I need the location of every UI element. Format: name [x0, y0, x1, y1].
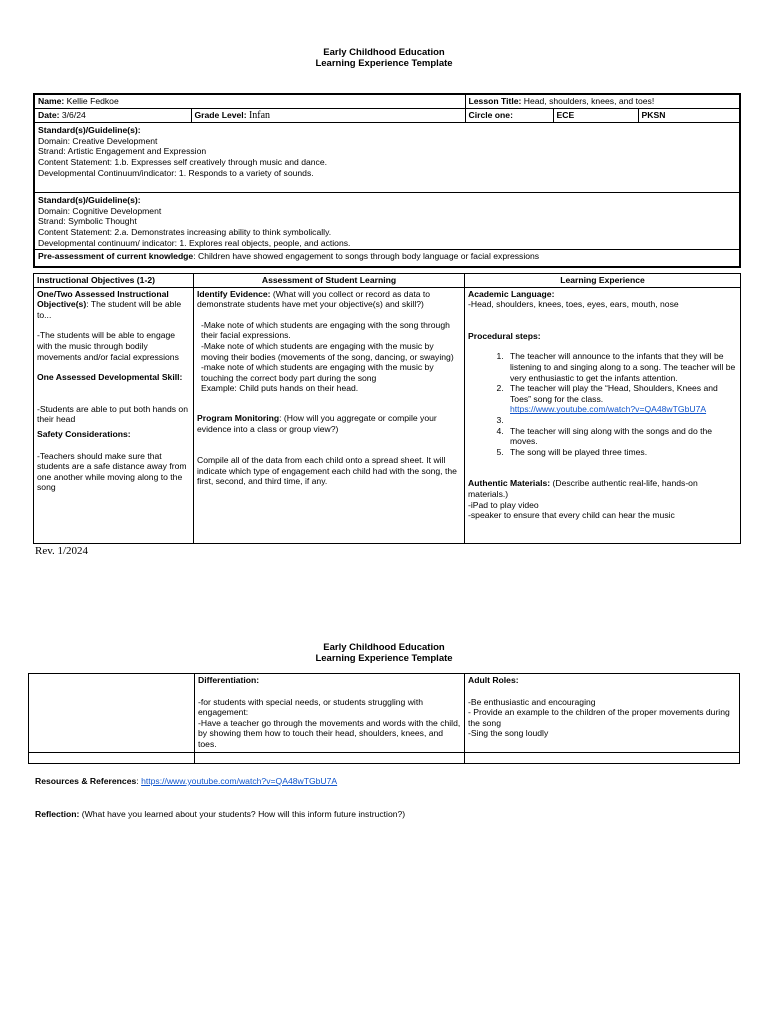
- adult-role-3: -Sing the song loudly: [468, 728, 549, 739]
- date-cell: [34, 108, 191, 123]
- procedural-step-2: [506, 383, 737, 415]
- circle-one-label: Circle one:: [468, 109, 513, 120]
- circle-option-ece-label: ECE: [556, 109, 575, 120]
- standard-1-domain: Domain: Creative Development: [38, 135, 158, 146]
- monitoring-prompt: : (How will you aggregate or compile your evidence into a class or group view?): [197, 412, 437, 434]
- empty-cell: [29, 674, 195, 753]
- lesson-title-cell: [465, 94, 740, 108]
- circle-option-pksn-label: PKSN: [641, 109, 666, 120]
- procedural-steps-list: [468, 351, 737, 457]
- procedural-step-5: 5. The song will be played three times.: [506, 447, 737, 458]
- differentiation-cell: [195, 674, 465, 753]
- standard-1-heading: Standard(s)/Guideline(s):: [38, 125, 141, 136]
- circle-option-ece[interactable]: [553, 108, 638, 123]
- name-label: Name:: [38, 96, 65, 106]
- reflection-line: [35, 809, 405, 819]
- procedural-step-2-text: The teacher will play the “Head, Shoulders, Knees and Toes” song for the class.: [510, 383, 718, 404]
- lesson-title-value: Head, shoulders, knees, and toes!: [523, 96, 655, 106]
- grade-level-label: Grade Level:: [194, 109, 247, 120]
- standard-2-continuum: Developmental continuum/ indicator: 1. Explores real objects, people, and actions.: [38, 237, 351, 248]
- differentiation-heading: Differentiation:: [198, 675, 260, 685]
- assessment-header-label: Assessment of Student Learning: [261, 275, 397, 285]
- lesson-title-label: Lesson Title:: [468, 96, 522, 106]
- differentiation-table: [28, 673, 740, 764]
- reflection-prompt: (What have you learned about your students? How will this inform future instruction?): [79, 809, 406, 819]
- standard-2-strand: Strand: Symbolic Thought: [38, 216, 137, 227]
- authentic-material-2: -speaker to ensure that every child can hear the music: [468, 510, 675, 521]
- procedural-steps-heading: Procedural steps:: [468, 330, 541, 341]
- assessment-cell: [194, 287, 465, 543]
- objectives-cell: [34, 287, 194, 543]
- objective-heading: One/Two Assessed Instructional Objective(s): [37, 288, 169, 310]
- standard-1-continuum: Developmental Continuum/indicator: 1. Responds to a variety of sounds.: [38, 167, 314, 178]
- resources-colon: :: [136, 776, 142, 786]
- evidence-prompt: (What will you collect or record as data to demonstrate students have met your objective(s) and skill?): [197, 288, 431, 310]
- evidence-item-1: -Make note of which students are engaging with the song through their facial expressions.: [201, 319, 450, 341]
- procedural-step-3: [506, 415, 737, 426]
- date-value: 3/6/24: [61, 109, 86, 120]
- authentic-materials-heading: Authentic Materials:: [468, 478, 551, 489]
- academic-language-text: -Head, shoulders, knees, toes, eyes, ears, mouth, nose: [468, 299, 679, 310]
- adult-roles-cell: [465, 674, 740, 753]
- circle-option-pksn[interactable]: [638, 108, 740, 123]
- evidence-item-2: -Make note of which students are engaging with the music by moving their bodies (movements of the song, dancing, or swaying): [201, 340, 454, 362]
- header-line-2: Learning Experience Template: [315, 58, 453, 69]
- resources-line: [35, 776, 337, 786]
- adult-role-1: -Be enthusiastic and encouraging: [468, 696, 596, 707]
- differentiation-text-2: -Have a teacher go through the movements and words with the child, by showing them how to touch their head, shoulders, knees, and toes.: [198, 717, 461, 749]
- objectives-header-label: Instructional Objectives (1-2): [37, 275, 155, 285]
- authentic-material-1: -iPad to play video: [468, 499, 539, 510]
- objectives-column-header: [34, 274, 194, 288]
- academic-language-heading: Academic Language:: [468, 288, 555, 299]
- standard-2-content: Content Statement: 2.a. Demonstrates increasing ability to think symbolically.: [38, 226, 332, 237]
- assessment-column-header: [194, 274, 465, 288]
- page-2-header-line-2: Learning Experience Template: [315, 653, 453, 664]
- standard-1-content: Content Statement: 1.b. Expresses self creatively through music and dance.: [38, 156, 327, 167]
- standard-1-strand: Strand: Artistic Engagement and Expression: [38, 146, 207, 157]
- name-cell: [34, 94, 465, 108]
- skill-heading: One Assessed Developmental Skill:: [37, 372, 183, 383]
- grade-level-cell: [191, 108, 465, 123]
- resources-link[interactable]: https://www.youtube.com/watch?v=QA48wTGbU7A: [141, 776, 338, 786]
- empty-row-cell-3: [465, 753, 740, 764]
- objective-heading-rest: : The student will be able to...: [37, 299, 182, 320]
- standard-2-heading: Standard(s)/Guideline(s):: [38, 195, 141, 206]
- revision-note: Rev. 1/2024: [35, 545, 89, 557]
- preassessment-value: : Children have showed engagement to songs through body language or facial expressions: [193, 251, 540, 262]
- grade-level-value: Infan: [248, 109, 271, 121]
- preassessment-cell: [34, 250, 740, 267]
- learning-experience-cell: [465, 287, 741, 543]
- circle-one-cell: [465, 108, 553, 123]
- differentiation-text-1: -for students with special needs, or students struggling with engagement:: [198, 696, 423, 718]
- safety-heading: Safety Considerations:: [37, 428, 131, 439]
- monitoring-heading: Program Monitoring: [197, 412, 280, 423]
- standard-1-cell: [34, 123, 740, 193]
- youtube-link[interactable]: https://www.youtube.com/watch?v=QA48wTGbU7A: [510, 404, 707, 415]
- evidence-heading: Identify Evidence:: [197, 288, 271, 299]
- objective-text: -The students will be able to engage with the music through bodily movements and/or facial expressions: [37, 330, 179, 362]
- page-2-header-line-1: Early Childhood Education: [323, 642, 445, 653]
- adult-roles-heading: Adult Roles:: [468, 675, 519, 685]
- name-value: Kellie Fedkoe: [66, 96, 119, 106]
- preassessment-label: Pre-assessment of current knowledge: [38, 251, 194, 262]
- adult-role-2: - Provide an example to the children of the proper movements during the song: [468, 707, 730, 728]
- learning-experience-header-label: Learning Experience: [560, 275, 645, 285]
- authentic-materials-prompt: (Describe authentic real-life, hands-on materials.): [468, 478, 698, 499]
- procedural-step-4: 4. The teacher will sing along with the songs and do the moves.: [506, 426, 737, 447]
- standard-2-domain: Domain: Cognitive Development: [38, 205, 162, 216]
- safety-text: -Teachers should make sure that students are a safe distance away from one another while moving along to the song: [37, 450, 187, 493]
- empty-row-cell-1: [29, 753, 195, 764]
- procedural-step-1: 1. The teacher will announce to the infants that they will be listening to and singing along to a song. The teacher will be very enthusiastic to get the infants attention.: [506, 351, 737, 383]
- resources-label: Resources & References: [35, 776, 137, 786]
- evidence-item-3: -make note of which students are engaging with the music by touching the correct body part during the song: [201, 362, 434, 383]
- learning-experience-column-header: [465, 274, 741, 288]
- header-line-1: Early Childhood Education: [323, 47, 445, 58]
- empty-row-cell-2: [195, 753, 465, 764]
- standard-2-cell: [34, 193, 740, 250]
- reflection-label: Reflection:: [35, 809, 80, 819]
- lesson-info-table: [33, 93, 741, 268]
- skill-text: -Students are able to put both hands on their head: [37, 403, 188, 425]
- date-label: Date:: [38, 109, 60, 120]
- monitoring-text: Compile all of the data from each child onto a spread sheet. It will indicate which type of engagement each child had with the song, the first, second, and third time, if any.: [197, 455, 457, 487]
- evidence-example: Example: Child puts hands on their head.: [201, 383, 359, 394]
- learning-experience-table: [33, 273, 741, 544]
